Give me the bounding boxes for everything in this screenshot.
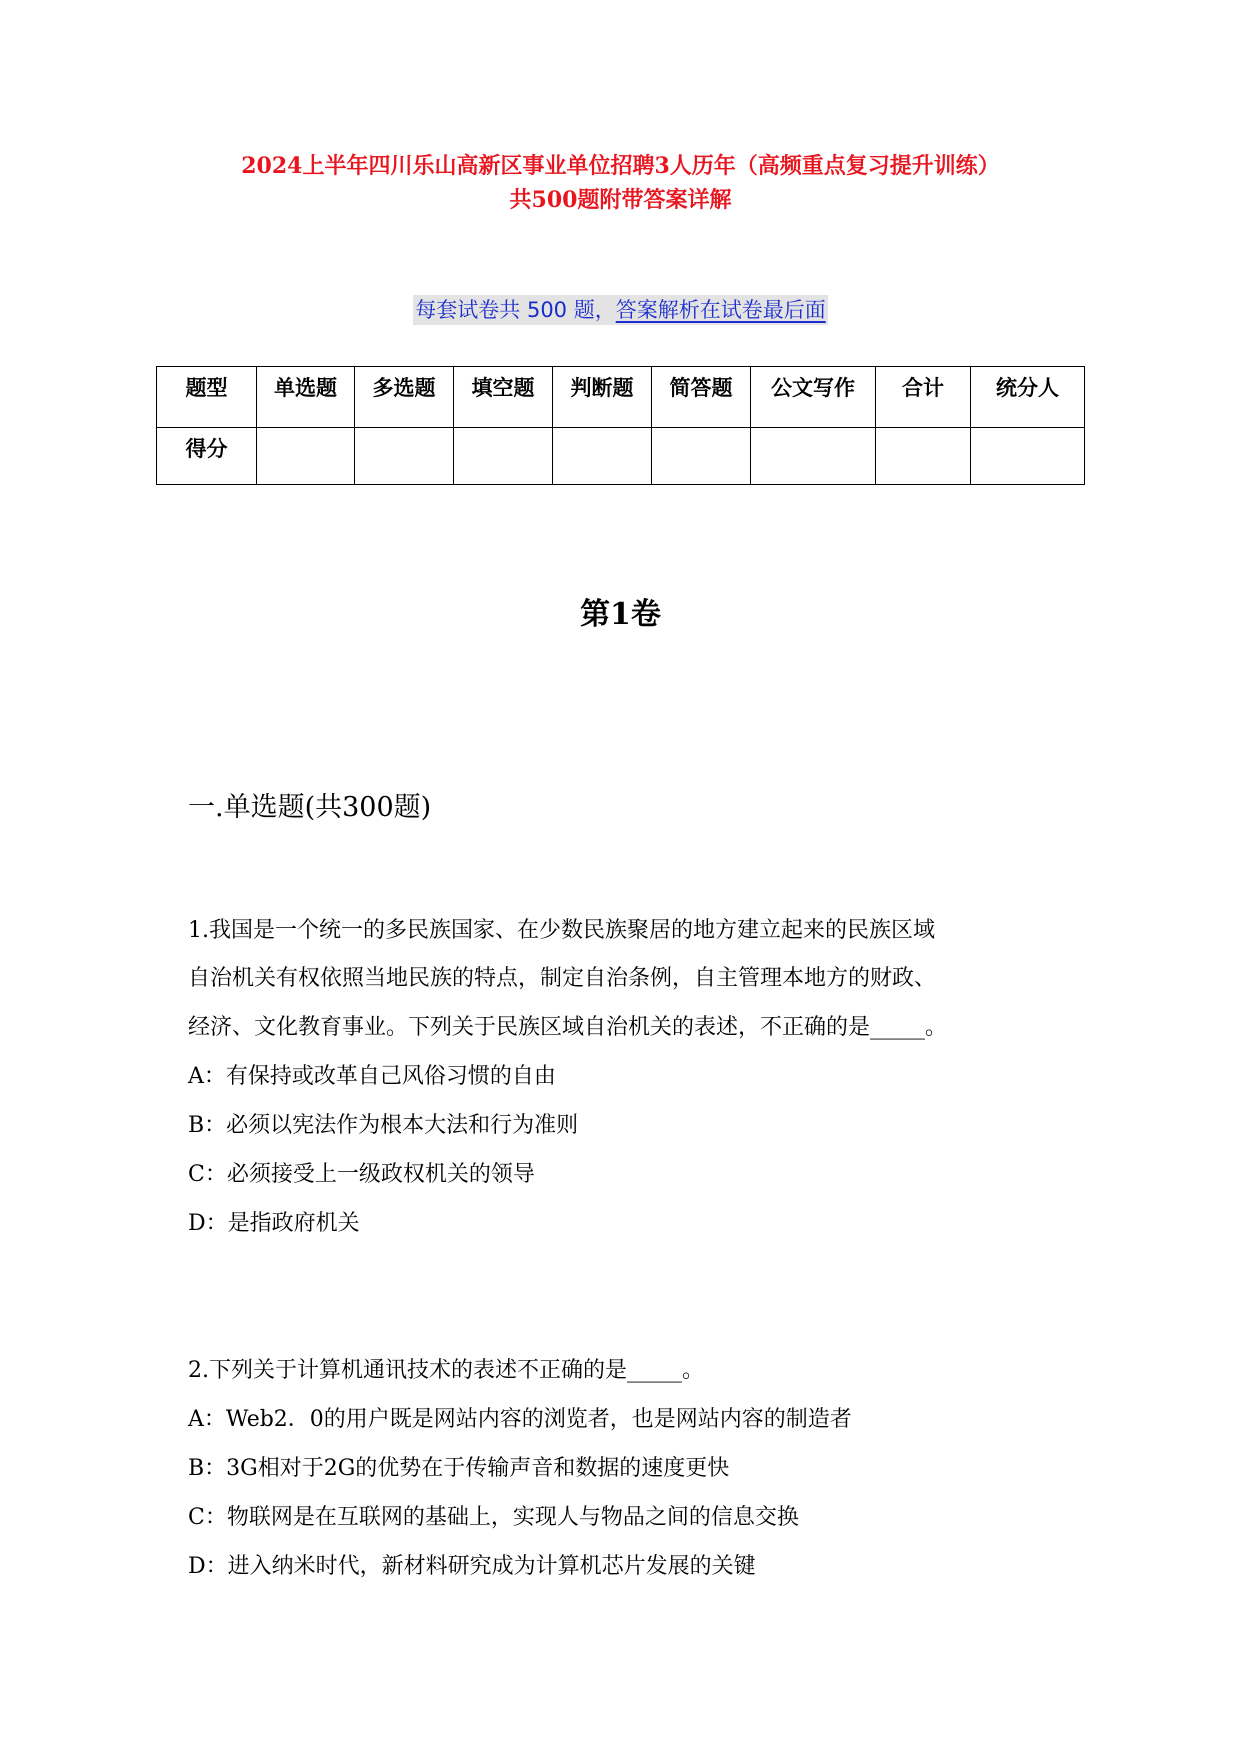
score-cell <box>454 428 553 485</box>
section-title: 一.单选题(共300题) <box>188 792 432 823</box>
question-1-stem-line-3: 经济、文化教育事业。下列关于民族区域自治机关的表述，不正确的是_____。 <box>188 1015 948 1040</box>
question-1-option-b: B：必须以宪法作为根本大法和行为准则 <box>188 1113 579 1138</box>
question-2-option-d: D：进入纳米时代，新材料研究成为计算机芯片发展的关键 <box>188 1554 756 1579</box>
header-cell-single-choice: 单选题 <box>257 367 355 428</box>
subtitle-banner <box>0 295 1241 325</box>
question-1-option-c: C：必须接受上一级政权机关的领导 <box>188 1162 535 1187</box>
document-title-line-1: 2024上半年四川乐山高新区事业单位招聘3人历年（高频重点复习提升训练） <box>241 153 1000 179</box>
question-2-option-c: C：物联网是在互联网的基础上，实现人与物品之间的信息交换 <box>188 1505 799 1530</box>
subtitle <box>413 295 827 325</box>
question-1-stem-line-1: 1.我国是一个统一的多民族国家、在少数民族聚居的地方建立起来的民族区域 <box>188 918 935 943</box>
header-cell-fill-blank: 填空题 <box>454 367 553 428</box>
volume-title: 第1卷 <box>580 597 661 632</box>
header-cell-type: 题型 <box>157 367 257 428</box>
question-2-option-b: B：3G相对于2G的优势在于传输声音和数据的速度更快 <box>188 1456 730 1481</box>
score-cell <box>652 428 751 485</box>
header-cell-multiple-choice: 多选题 <box>355 367 454 428</box>
score-cell <box>751 428 876 485</box>
score-cell <box>355 428 454 485</box>
question-1-option-a: A：有保持或改革自己风俗习惯的自由 <box>188 1064 556 1089</box>
question-1-stem-line-2: 自治机关有权依照当地民族的特点，制定自治条例，自主管理本地方的财政、 <box>188 966 937 991</box>
subtitle-part-1: 每套试卷共 500 题， <box>415 298 616 322</box>
header-cell-short-answer: 简答题 <box>652 367 751 428</box>
subtitle-part-2: 答案解析在试卷最后面 <box>615 298 826 322</box>
header-cell-official-writing: 公文写作 <box>751 367 876 428</box>
score-cell <box>876 428 971 485</box>
header-cell-true-false: 判断题 <box>553 367 652 428</box>
score-table-header-row <box>157 367 1085 428</box>
question-2-stem-line-1: 2.下列关于计算机通讯技术的表述不正确的是_____。 <box>188 1358 704 1383</box>
score-table <box>156 366 1085 485</box>
question-2-option-a: A：Web2．0的用户既是网站内容的浏览者，也是网站内容的制造者 <box>188 1407 852 1432</box>
document-title-line-2: 共500题附带答案详解 <box>509 187 732 213</box>
score-cell <box>971 428 1085 485</box>
score-row-label: 得分 <box>157 428 257 485</box>
header-cell-scorer: 统分人 <box>971 367 1085 428</box>
score-cell <box>553 428 652 485</box>
header-cell-total: 合计 <box>876 367 971 428</box>
question-1-option-d: D：是指政府机关 <box>188 1211 360 1236</box>
score-table-score-row <box>157 428 1085 485</box>
score-cell <box>257 428 355 485</box>
